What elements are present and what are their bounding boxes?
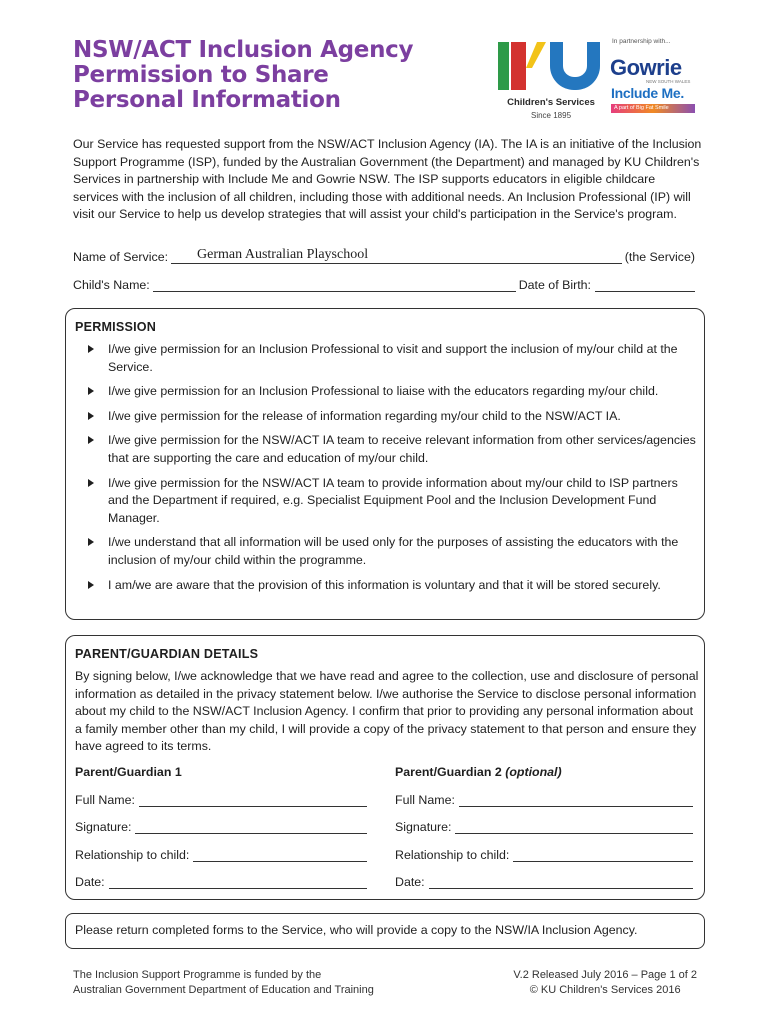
ku-logo-since: Since 1895: [530, 111, 572, 120]
permission-item: [76, 432, 696, 467]
guardian-2-signature-field[interactable]: [455, 821, 693, 834]
guardian-1-heading: Parent/Guardian 1: [75, 765, 182, 779]
ku-logo-red-bar: [511, 42, 526, 90]
footer-version-line: V.2 Released July 2016 – Page 1 of 2: [513, 969, 697, 981]
guardian-2-heading: [395, 765, 693, 779]
relationship-label: Relationship to child:: [395, 847, 510, 862]
guardian-1-full-name-field[interactable]: [139, 794, 367, 807]
bullet-icon: [88, 387, 94, 395]
bullet-icon: [88, 538, 94, 546]
permission-item-text: I/we give permission for the release of information regarding my/our child to the NSW/ACT IA.: [108, 408, 621, 423]
service-name-field[interactable]: [171, 247, 622, 264]
include-me-logo: Include Me.: [611, 85, 684, 101]
intro-paragraph: Our Service has requested support from the NSW/ACT Inclusion Agency (IA). The IA is an initiative of the Inclusion Support Programme (ISP), funded by the Australian Government (the Department) and managed by KU Children's Services in partnership with Include Me and Gowrie NSW. The ISP supports educators in eligible childcare services with the inclusion of all children, including those with additional needs. An Inclusion Professional (IP) will visit our Service to help us develop strategies that will assist your child's participation in the Service's program.: [73, 137, 702, 222]
bullet-icon: [88, 436, 94, 444]
gowrie-logo-sub: NEW SOUTH WALES: [646, 79, 691, 84]
permission-item: [76, 341, 696, 376]
guardian-2-column: [395, 765, 693, 889]
guardian-consent-text: By signing below, I/we acknowledge that we have read and agree to the collection, use and disclosure of personal information as detailed in the privacy statement below. I/we authorise the Service to disclose personal information about my child to the NSW/ACT Inclusion Agency. I confirm that prior to providing any personal information about a family member other than my child, I will provide a copy of the privacy statement to that person and ensure they have agreed to its terms.: [75, 669, 699, 754]
permission-item: [76, 408, 696, 426]
bullet-icon: [88, 345, 94, 353]
guardian-2-relationship-field[interactable]: [513, 849, 693, 862]
guardian-1-signature-row: [75, 807, 367, 835]
permission-box: [65, 308, 705, 620]
permission-item: [76, 577, 696, 595]
guardian-2-relationship-row: [395, 834, 693, 862]
optional-tag: (optional): [505, 765, 562, 779]
ku-logo-blue-u: [550, 42, 600, 90]
bullet-icon: [88, 412, 94, 420]
service-name-row: [73, 247, 695, 264]
bullet-icon: [88, 479, 94, 487]
footer-funding-line-2: Australian Government Department of Education and Training: [73, 984, 374, 996]
service-name-label: Name of Service:: [73, 250, 169, 264]
gowrie-logo: Gowrie: [610, 55, 682, 80]
title-line-3: Personal Information: [73, 87, 341, 113]
guardian-1-signature-field[interactable]: [135, 821, 367, 834]
document-title: [73, 38, 493, 113]
permission-heading: PERMISSION: [75, 320, 157, 334]
full-name-label: Full Name:: [75, 792, 135, 807]
dob-label: Date of Birth:: [518, 278, 591, 292]
child-name-row: [73, 278, 695, 292]
guardian-2-date-field[interactable]: [429, 876, 693, 889]
guardian-1-date-row: [75, 862, 367, 890]
return-instructions-box: [65, 913, 705, 949]
guardian-2-full-name-field[interactable]: [459, 794, 693, 807]
permission-item-text: I/we give permission for an Inclusion Professional to visit and support the inclusion of my/our child at the Service.: [108, 342, 678, 374]
title-line-1: NSW/ACT Inclusion Agency: [73, 37, 414, 63]
partner-text: In partnership with...: [612, 38, 671, 45]
child-name-label: Child's Name:: [73, 278, 150, 292]
relationship-label: Relationship to child:: [75, 847, 190, 862]
dob-field[interactable]: [595, 279, 695, 292]
signature-label: Signature:: [75, 820, 132, 834]
footer-copyright-line: © KU Children's Services 2016: [529, 984, 681, 996]
ku-logo-yellow-arm: [526, 42, 546, 68]
date-label: Date:: [395, 875, 425, 889]
permission-item: [76, 475, 696, 528]
permission-item-text: I am/we are aware that the provision of this information is voluntary and that it will be stored securely.: [108, 577, 661, 592]
footer-funding-note: [73, 968, 374, 998]
permission-item-text: I/we give permission for the NSW/ACT IA team to provide information about my/our child to ISP partners and the Department if required, e.g. Specialist Equipment Pool and the Inclusion Development Fund Manager.: [108, 475, 678, 525]
permission-item: [76, 534, 696, 569]
signature-label: Signature:: [395, 820, 452, 834]
guardian-box: [65, 635, 705, 900]
ku-logo-name: Children's Services: [507, 97, 595, 108]
guardian-2-signature-row: [395, 807, 693, 835]
guardian-1-relationship-row: [75, 834, 367, 862]
service-suffix: (the Service): [624, 250, 695, 264]
permission-list: [76, 341, 696, 601]
footer-version-note: [513, 968, 697, 998]
service-name-value: German Australian Playschool: [197, 247, 369, 262]
guardian-1-date-field[interactable]: [109, 876, 367, 889]
guardian-1-full-name-row: [75, 779, 367, 807]
return-instructions-text: Please return completed forms to the Service, who will provide a copy to the NSW/IA Inclusion Agency.: [75, 923, 638, 937]
full-name-label: Full Name:: [395, 792, 455, 807]
permission-item-text: I/we give permission for an Inclusion Professional to liaise with the educators regarding my/our child.: [108, 384, 659, 399]
guardian-2-date-row: [395, 862, 693, 890]
permission-item-text: I/we give permission for the NSW/ACT IA team to receive relevant information from other services/agencies that are supporting the care and education of my/our child.: [108, 433, 696, 465]
guardian-2-full-name-row: [395, 779, 693, 807]
ku-logo: [498, 42, 602, 120]
logo-group: [498, 38, 703, 120]
include-me-tagline: A part of Big Fat Smile: [611, 104, 695, 113]
ku-logo-green-bar: [498, 42, 509, 90]
bullet-icon: [88, 581, 94, 589]
date-label: Date:: [75, 875, 105, 889]
guardian-1-column: [75, 765, 367, 889]
permission-item: [76, 383, 696, 401]
permission-item-text: I/we understand that all information will be used only for the purposes of assisting the educators with the inclusion of my/our child within the programme.: [108, 535, 679, 567]
footer-funding-line-1: The Inclusion Support Programme is funded by the: [73, 969, 322, 981]
guardian-1-relationship-field[interactable]: [193, 849, 367, 862]
guardian-heading: PARENT/GUARDIAN DETAILS: [75, 647, 259, 661]
guardian-2-heading-text: Parent/Guardian 2: [395, 765, 502, 779]
title-line-2: Permission to Share: [73, 62, 329, 88]
child-name-field[interactable]: [153, 279, 516, 292]
